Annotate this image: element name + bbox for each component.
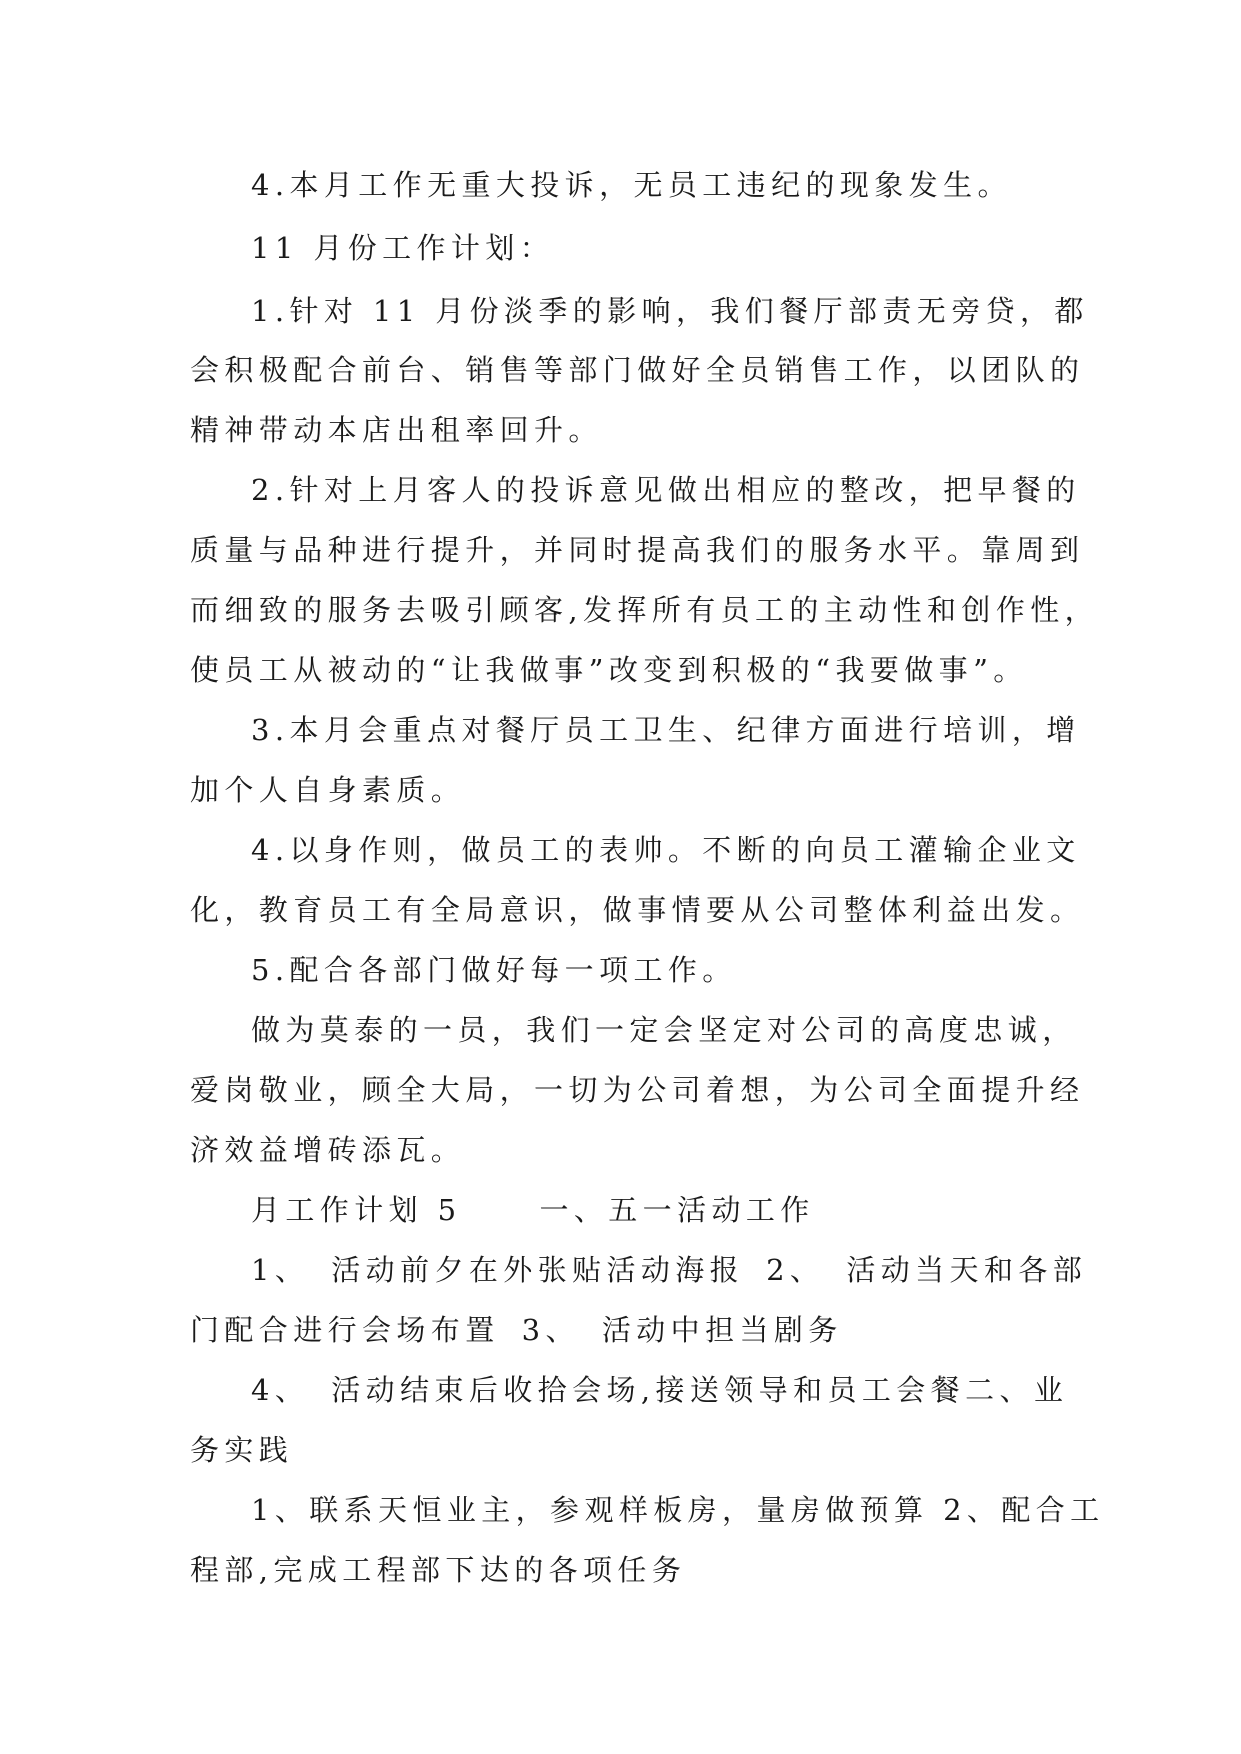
paragraph-line: 而细致的服务去吸引顾客,发挥所有员工的主动性和创作性， (190, 593, 1100, 627)
paragraph-line: 程部,完成工程部下达的各项任务 (190, 1553, 687, 1587)
paragraph-line: 务实践 (190, 1433, 294, 1467)
paragraph-line: 4.以身作则，做员工的表帅。不断的向员工灌输企业文 (251, 833, 1081, 867)
paragraph-line: 做为莫泰的一员，我们一定会坚定对公司的高度忠诚， (251, 1013, 1077, 1047)
paragraph-line: 爱岗敬业，顾全大局，一切为公司着想，为公司全面提升经 (190, 1073, 1085, 1107)
paragraph-line: 1.针对 11 月份淡季的影响，我们餐厅部责无旁贷，都 (251, 294, 1089, 328)
paragraph-line: 4.本月工作无重大投诉，无员工违纪的现象发生。 (251, 168, 1012, 202)
plan-title: 月工作计划 5 (251, 1193, 462, 1227)
paragraph-line: 精神带动本店出租率回升。 (190, 413, 603, 447)
item-number: 2、 (766, 1253, 825, 1287)
activity-line (251, 1250, 1087, 1290)
item-number: 4、 (251, 1373, 310, 1407)
item-text: 活动结束后收拾会场,接送领导和员工会餐二、业 (331, 1373, 1069, 1407)
paragraph-line: 化，教育员工有全局意识，做事情要从公司整体利益出发。 (190, 893, 1085, 927)
section-heading: 11 月份工作计划： (251, 231, 555, 265)
paragraph-line: 济效益增砖添瓦。 (190, 1133, 466, 1167)
paragraph-line: 加个人自身素质。 (190, 773, 466, 807)
plan-heading-line (251, 1190, 815, 1230)
activity-line (190, 1310, 843, 1350)
item-number: 1、 (251, 1253, 310, 1287)
activity-line (251, 1370, 1068, 1410)
paragraph-line: 3.本月会重点对餐厅员工卫生、纪律方面进行培训，增 (251, 713, 1081, 747)
item-text: 活动中担当剧务 (601, 1313, 843, 1347)
paragraph-line: 会积极配合前台、销售等部门做好全员销售工作，以团队的 (190, 353, 1085, 387)
plan-section-heading: 一、五一活动工作 (539, 1193, 815, 1227)
paragraph-line: 1、联系天恒业主，参观样板房，量房做预算 2、配合工 (251, 1493, 1105, 1527)
item-text: 活动当天和各部 (846, 1253, 1088, 1287)
item-text: 活动前夕在外张贴活动海报 (331, 1253, 745, 1287)
item-text: 门配合进行会场布置 (190, 1313, 500, 1347)
paragraph-line: 2.针对上月客人的投诉意见做出相应的整改，把早餐的 (251, 473, 1081, 507)
paragraph-line: 使员工从被动的“让我做事”改变到积极的“我要做事”。 (190, 653, 1028, 687)
paragraph-line: 5.配合各部门做好每一项工作。 (251, 953, 737, 987)
paragraph-line: 质量与品种进行提升，并同时提高我们的服务水平。靠周到 (190, 533, 1085, 567)
item-number: 3、 (521, 1313, 580, 1347)
